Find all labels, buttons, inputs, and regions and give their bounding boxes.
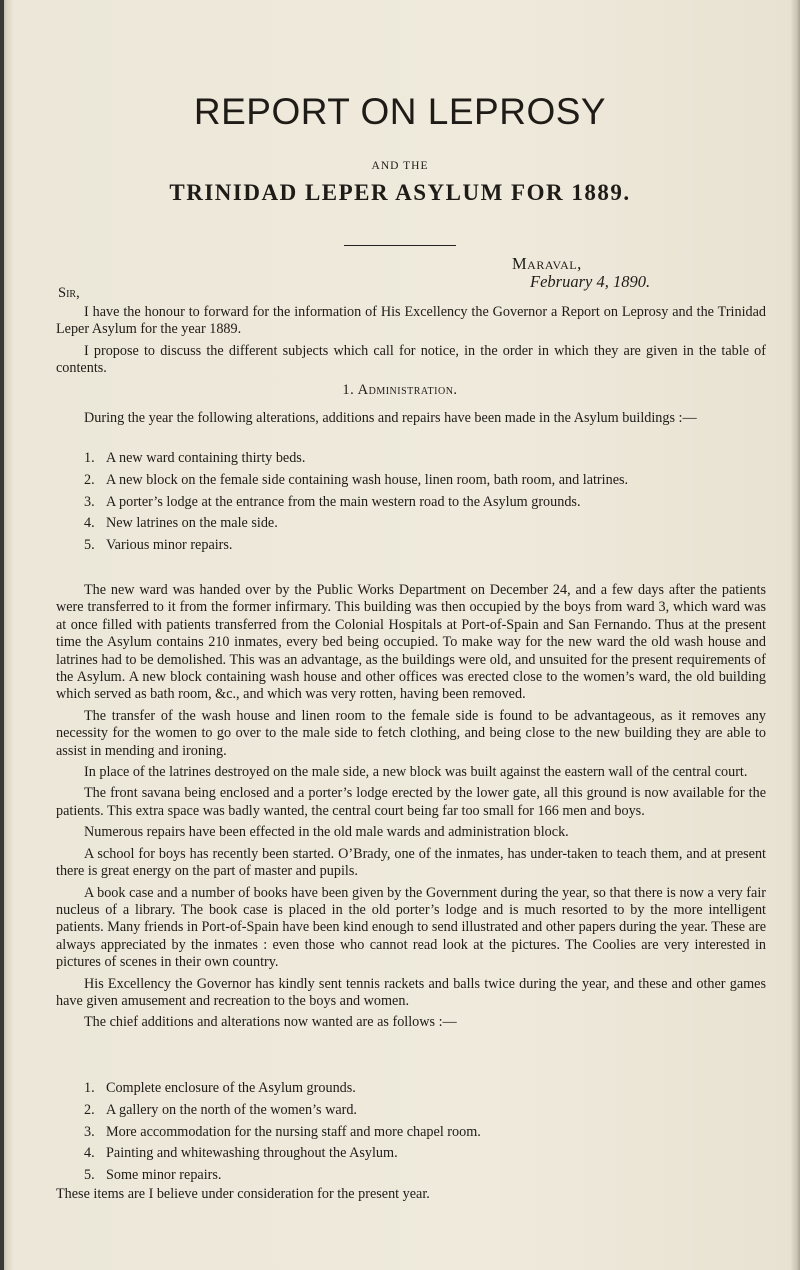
item-text: A gallery on the north of the women’s ward. (106, 1101, 357, 1118)
paragraph: A book case and a number of books have been given by the Government during the year, so that there is now a very fair nucleus of a library. The book case is placed in the old porter’s lodge and is much resorted to by the more intelligent patients. Many friends in Port-of-Spain have been kind enough to send illustrated and other papers during the year. These are always appreciated by the inmates : even those who cannot read look at the pictures. The Coolies are very interested in pictures of scenes in their own country. (56, 884, 766, 971)
item-text: New latrines on the male side. (106, 515, 278, 532)
item-number: 3. (84, 1123, 95, 1140)
item-text: Complete enclosure of the Asylum grounds. (106, 1080, 356, 1096)
list-item (84, 1080, 766, 1097)
paragraph: The new ward was handed over by the Public Works Department on December 24, and a few days after the patients were transferred to it from the former infirmary. This building was then occupied by the boys from ward 3, which ward was at once filled with patients transferred from the Colonial Hospitals at Port-of-Spain and San Fernando. Thus at the present time the Asylum contains 210 inmates, every bed being occupied. To make way for the new ward the old wash house and latrines had to be demolished. This was an advantage, as the buildings were old, and unsuited for the present requirements of the Asylum. A new block containing wash house and other offices was erected close to the women’s ward, the old building which served as bath room, &c., and which was very rotten, having been removed. (56, 582, 766, 703)
closing-block (56, 1186, 766, 1203)
paragraph: Numerous repairs have been effected in the old male wards and administration block. (84, 824, 569, 841)
item-number: 3. (84, 493, 95, 510)
letter-place: Maraval, (512, 254, 582, 273)
and-the-line: AND THE (371, 160, 429, 172)
report-title: REPORT ON LEPROSY (193, 91, 607, 132)
item-text: A new ward containing thirty beds. (106, 450, 306, 466)
wanted-list (84, 1080, 766, 1189)
paragraph: In place of the latrines destroyed on the male side, a new block was built against the eastern wall of the central court. (84, 764, 748, 781)
item-number: 5. (84, 537, 95, 554)
paragraph: His Excellency the Governor has kindly sent tennis rackets and balls twice during the year, and these and other games have given amusement and recreation to the boys and women. (56, 975, 766, 1009)
list-item (84, 515, 766, 532)
paragraph: A school for boys has recently been started. O’Brady, one of the inmates, has under-taken to teach them, and at present there is great energy on the part of master and pupils. (56, 845, 766, 880)
item-number: 1. (84, 1080, 95, 1096)
section-lead-block (56, 410, 766, 427)
list-item (84, 1124, 766, 1141)
item-number: 1. (84, 450, 95, 466)
paragraph: The chief additions and alterations now wanted are as follows :— (84, 1014, 457, 1031)
item-text: A new block on the female side containing wash house, linen room, bath room, and latrines. (106, 471, 629, 488)
list-item (84, 472, 766, 489)
intro-block (56, 304, 766, 378)
list-item (84, 494, 766, 511)
section-lead: During the year the following alterations, additions and repairs have been made in the Asylum buildings :— (84, 410, 697, 426)
item-number: 4. (84, 515, 95, 532)
paragraph: The transfer of the wash house and linen room to the female side is found to be advantageous, as it removes any necessity for the women to go over to the male side to fetch clothing, and being close to the new building they are able to assist in mending and ironing. (56, 707, 766, 759)
item-text: Some minor repairs. (106, 1167, 222, 1184)
item-text: Painting and whitewashing throughout the Asylum. (106, 1145, 398, 1162)
list-item (84, 450, 766, 467)
list-item (84, 1167, 766, 1184)
item-number: 2. (84, 1101, 95, 1118)
report-subtitle: TRINIDAD LEPER ASYLUM FOR 1889. (169, 180, 631, 205)
item-text: A porter’s lodge at the entrance from the main western road to the Asylum grounds. (106, 493, 581, 510)
paragraph: The front savana being enclosed and a porter’s lodge erected by the lower gate, all this ground is now available for the patients. This extra space was badly wanted, the central court being far too small for 166 men and boys. (56, 785, 766, 819)
intro-paragraph: I propose to discuss the different subjects which call for notice, in the order in which they are given in the table of contents. (56, 342, 766, 377)
item-text: Various minor repairs. (106, 537, 233, 554)
item-text: More accommodation for the nursing staff and more chapel room. (106, 1123, 481, 1140)
intro-paragraph: I have the honour to forward for the information of His Excellency the Governor a Report on Leprosy and the Trinidad Leper Asylum for the year 1889. (56, 304, 766, 338)
item-number: 4. (84, 1145, 95, 1162)
list-item (84, 537, 766, 554)
title-rule (344, 245, 456, 246)
item-number: 5. (84, 1167, 95, 1184)
alterations-list (84, 450, 766, 559)
list-item (84, 1102, 766, 1119)
section-heading: 1. Administration. (342, 382, 458, 398)
salutation: Sir, (58, 285, 80, 301)
closing-paragraph: These items are I believe under consideration for the present year. (56, 1186, 430, 1202)
letter-date: February 4, 1890. (530, 272, 651, 291)
paragraphs-block (56, 582, 766, 1032)
item-number: 2. (84, 471, 95, 488)
list-item (84, 1145, 766, 1162)
